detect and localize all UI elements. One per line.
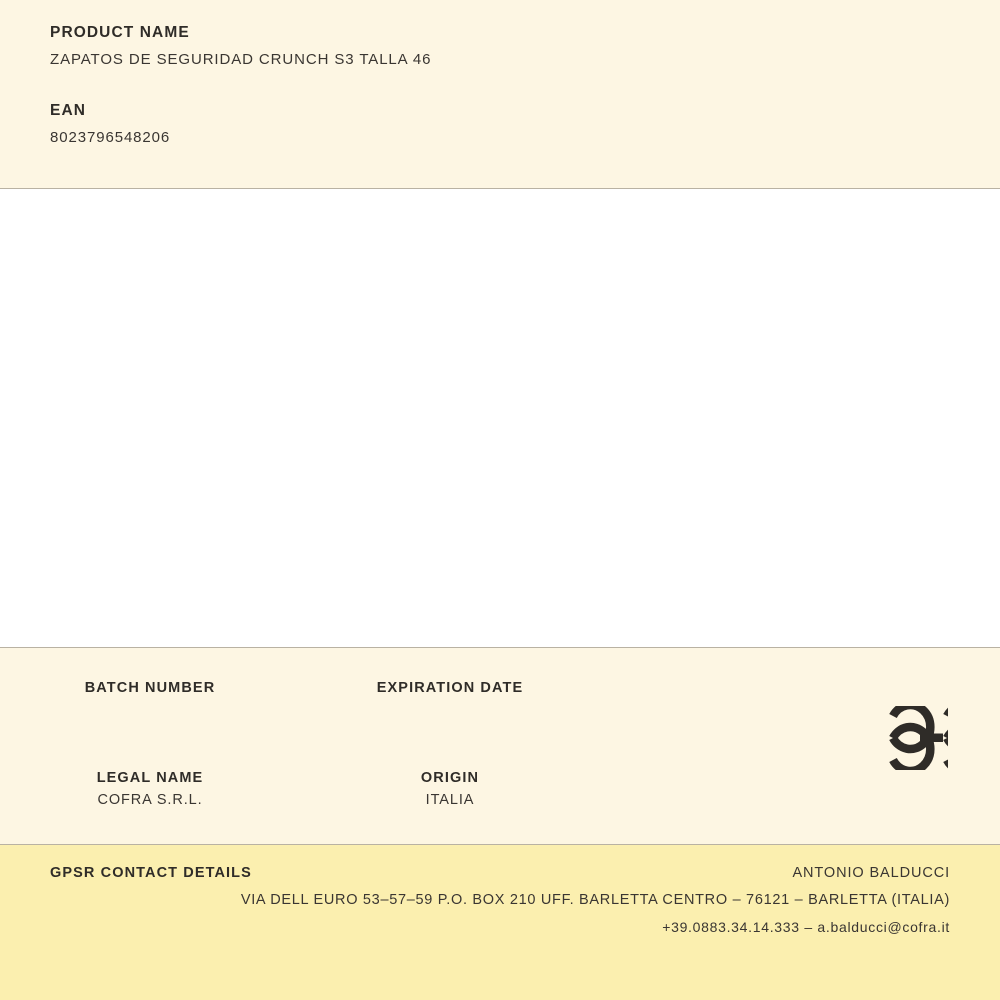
expiration-date-label: EXPIRATION DATE <box>376 680 524 696</box>
ce-mark-icon <box>852 706 948 770</box>
batch-number-value <box>0 702 300 720</box>
batch-number-field <box>0 680 300 720</box>
legal-name-label: LEGAL NAME <box>96 770 204 786</box>
gpsr-address: VIA DELL EURO 53–57–59 P.O. BOX 210 UFF. BARLETTA CENTRO – 76121 – BARLETTA (ITALIA) <box>240 892 950 908</box>
gpsr-company-name: ANTONIO BALDUCCI <box>792 865 950 881</box>
product-name-field <box>50 24 950 68</box>
image-placeholder-area <box>0 189 1000 647</box>
gpsr-footer <box>0 845 1000 1000</box>
batch-expiry-row <box>0 648 1000 720</box>
origin-field <box>300 770 600 810</box>
ean-value: 8023796548206 <box>50 129 171 146</box>
expiration-date-value <box>300 702 600 720</box>
legal-origin-row <box>0 720 1000 810</box>
grid-spacer-bottom <box>600 770 1000 810</box>
ean-label: EAN <box>50 102 87 119</box>
gpsr-contact-info: +39.0883.34.14.333 – a.balducci@cofra.it <box>662 919 950 935</box>
legal-name-field <box>0 770 300 810</box>
gpsr-contact-label: GPSR CONTACT DETAILS <box>50 865 252 881</box>
product-name-value: ZAPATOS DE SEGURIDAD CRUNCH S3 TALLA 46 <box>50 51 432 68</box>
legal-name-value: COFRA S.R.L. <box>97 792 203 808</box>
origin-value: ITALIA <box>425 792 475 808</box>
origin-label: ORIGIN <box>420 770 480 786</box>
batch-number-label: BATCH NUMBER <box>84 680 216 696</box>
ean-field <box>50 102 950 146</box>
product-info-section <box>0 0 1000 188</box>
gpsr-footer-top <box>50 865 950 881</box>
product-name-label: PRODUCT NAME <box>50 24 190 41</box>
expiration-date-field <box>300 680 600 720</box>
compliance-section <box>0 648 1000 844</box>
